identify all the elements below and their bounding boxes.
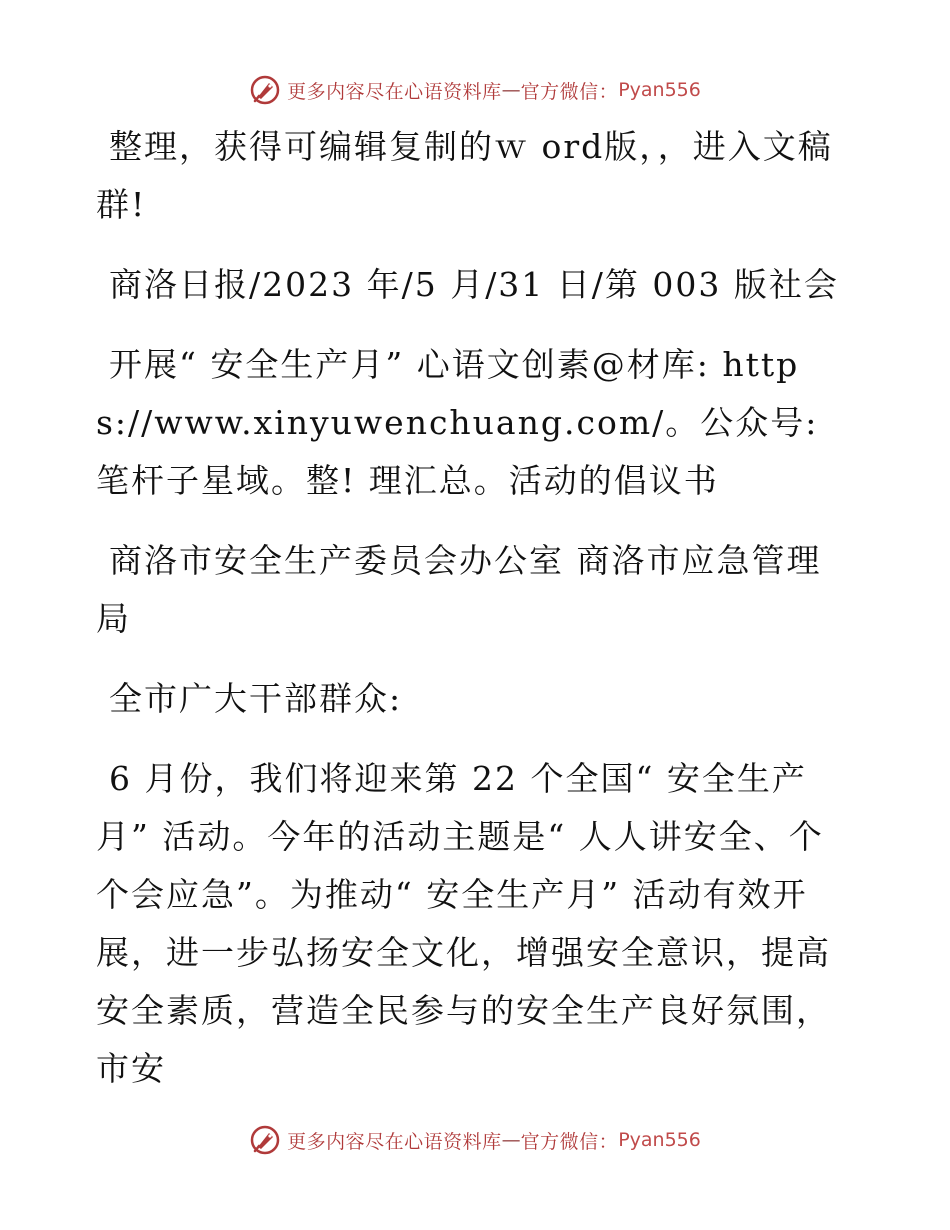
watermark-wechat-id: Pyan556 <box>618 1129 701 1151</box>
header-watermark <box>0 70 950 110</box>
paragraph-issuer: 商洛市安全生产委员会办公室 商洛市应急管理局 <box>96 541 822 638</box>
watermark-text: 更多内容尽在心语资料库 <box>287 1130 502 1153</box>
paragraph-body: 6 月份，我们将迎来第 22 个全国“ 安全生产月” 活动。今年的活动主题是“ 人人讲安全、个个会应急”。为推动“ 安全生产月” 活动有效开展，进一步弘扬安全文化，增强安全意识，提高安全素质，营造全民参与的安全生产良好氛围，市安 <box>96 759 831 1088</box>
watermark-separator: — <box>501 79 521 101</box>
footer-watermark <box>0 1120 950 1160</box>
paragraph-title: 开展“ 安全生产月” 心语文创素@材库: https://www.xinyuwenchuang.com/。公众号: 笔杆子星域。整! 理汇总。活动的倡议书 <box>96 345 819 500</box>
paragraph-intro: 整理，获得可编辑复制的ｗ ord版，，进入文稿群! <box>96 127 833 224</box>
pen-nib-logo-icon <box>249 74 281 106</box>
pen-nib-logo-icon <box>249 1124 281 1156</box>
watermark-separator: — <box>501 1129 521 1151</box>
paragraph-source: 商洛日报/2023 年/5 月/31 日/第 003 版社会 <box>109 265 839 304</box>
watermark-label: 官方微信： <box>520 1130 619 1153</box>
document-body <box>96 118 852 1098</box>
watermark-label: 官方微信： <box>520 80 619 103</box>
watermark-text: 更多内容尽在心语资料库 <box>287 80 502 103</box>
paragraph-salutation: 全市广大干部群众: <box>109 679 403 718</box>
watermark-wechat-id: Pyan556 <box>618 79 701 101</box>
